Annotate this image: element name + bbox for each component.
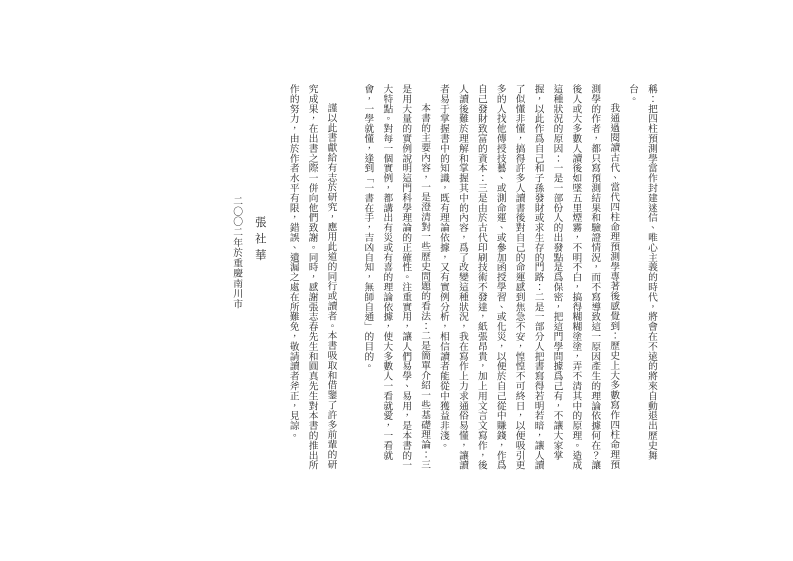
paragraph-dedication: 謹以此書獻給有志於研究，應用此道的同行或讀者。本書吸取和借鑒了許多前輩的研究成果，在出書之際一併向他們致謝。同時，感謝張志春先生和圓真先生對本書的推出所作的努力，由於作者水平有限，錯誤、遺漏之處在所難免，敬請讀者斧正，見諒。	[287, 84, 337, 471]
author-signature: 張社華	[253, 216, 268, 265]
vertical-text-block	[230, 84, 660, 474]
dateline: 二〇〇二年於重慶南川市	[231, 196, 243, 310]
paragraph-body-2: 本書的主要內容，一是澄清對一些歷史問題的看法：二是簡單介紹一些基礎理論：三是用大量的實例說明這門科學理論的正確性。注重實用，讓人們易學、易用，是本書的一大特點。對每一個實例，都講出有災或有喜的理論依據，使大多數人一看就愛，一看就會，一學就懂，逢到「一書在手，吉凶自知，無師自通」的目的。	[362, 84, 431, 471]
paragraph-continuation: 稱：把四柱預測學當作封建迷信、唯心主義的時代，將會在不遠的將來自動退出歷史舞台。	[627, 84, 657, 461]
paragraph-body-1: 我通過閱讀古代、當代四柱命理預測學專著後感覺到：歷史上大多數寫作四柱命理預測學的作者，都只寫預測結果和驗證情況，而不寫導致這一原因產生的理論依據何在？讓後人或大多數人讀後如墜五里煙霧，不明不白，搞得糊糊塗塗，弄不清其中的原理。造成這種狀況的原因：一是一部份人的出發點是爲保密，把這門學問據爲己有，不讓大家掌握，以此作爲自己和子孫發財或求生存的門路：二是一部分人把書寫得若明若暗，讓人讀了似懂非懂，搞得許多人讀書後對自己的命運感到焦急不安，惶惶不可終日，以便吸引更多的人找他傳授技藝、或測命運、或參加函授學習、或化災，以便於自己從中賺錢，作爲自己發財致富的資本：三是由於古代印刷技術不發達，紙張昂貴，加上用文言文寫作，後人讀後難於理解和掌握其中的內容，爲了改變這種狀況，我在寫作上力求通俗易懂，讓讀者易于掌握書中的知識，既有理論依據，又有實例分析，相信讀者能從中獲益非淺。	[438, 84, 620, 471]
